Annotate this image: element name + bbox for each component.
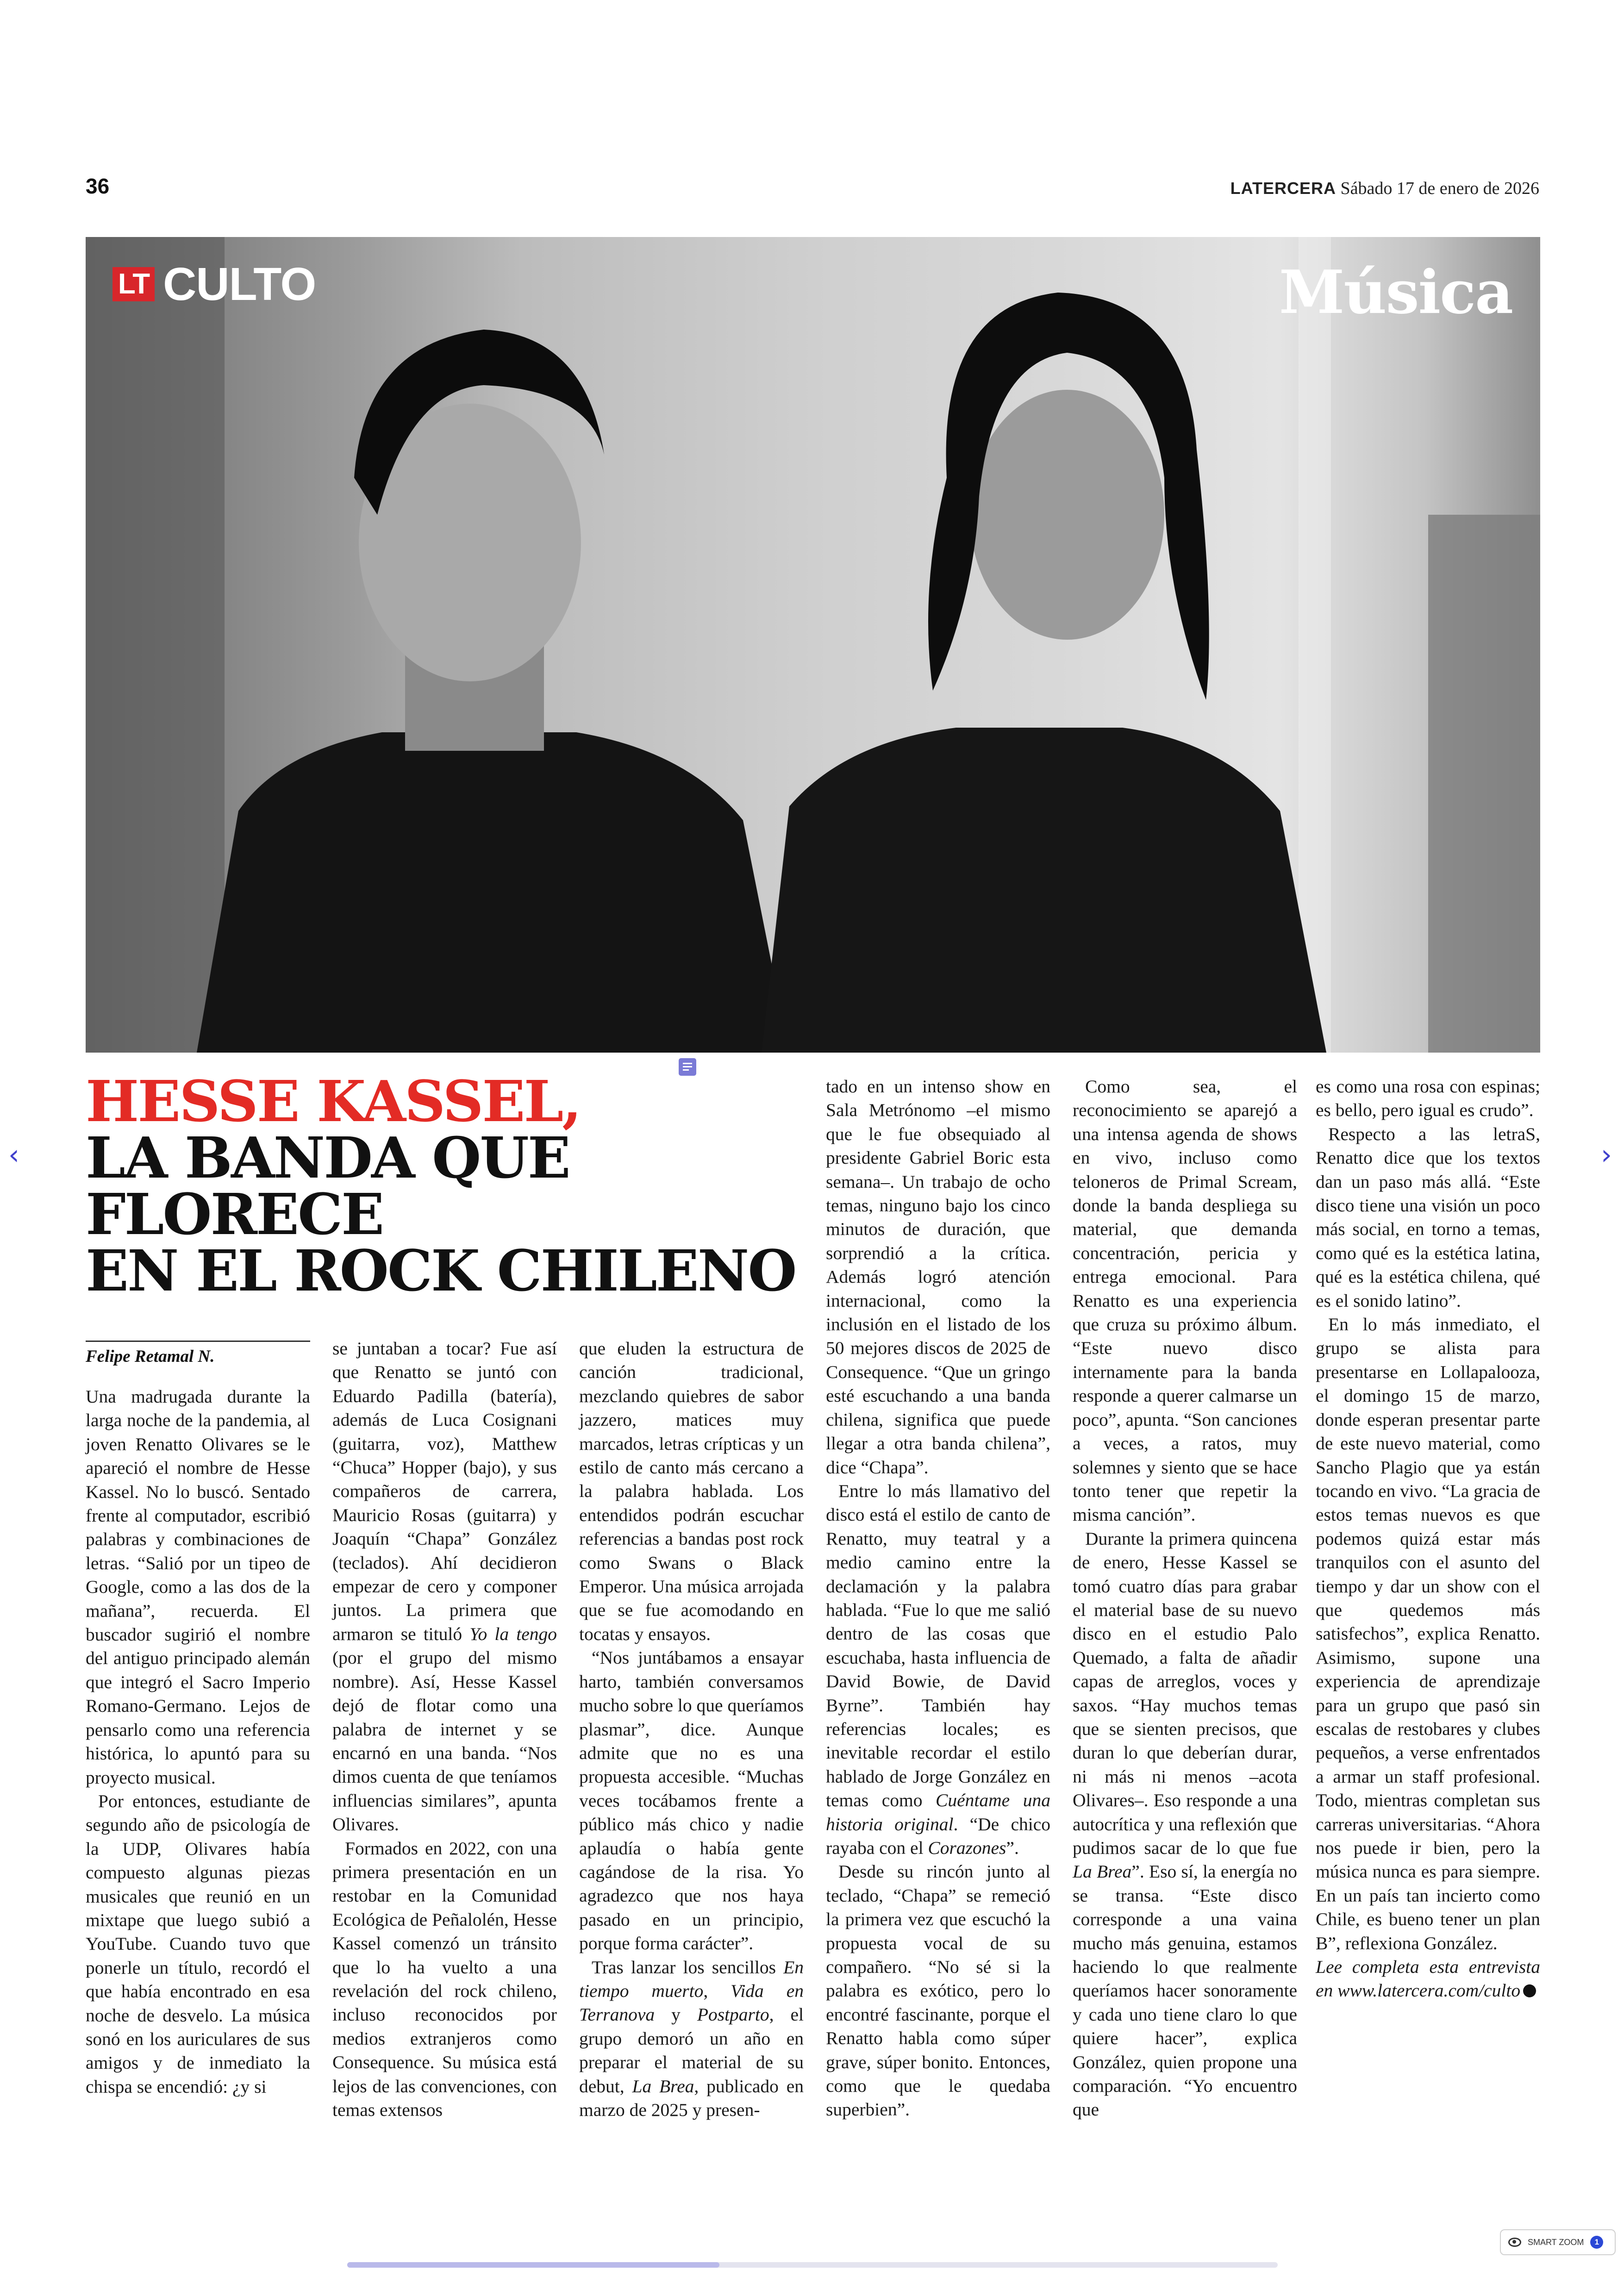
paragraph: es como una rosa con espinas; es bello, pero igual es crudo”. <box>1316 1076 1540 1121</box>
masthead-brand: LATERCERA <box>1230 179 1336 198</box>
band-photo-illustration <box>86 237 1540 1053</box>
eye-icon <box>1508 2238 1521 2247</box>
culto-logo-text: CULTO <box>163 258 316 310</box>
paragraph: Durante la primera quincena de enero, Hesse Kassel se tomó cuatro días para grabar el material base de su nuevo disco en el estudio Palo Quemado, a falta de añadir capas de arreglos, voces y saxos. “Hay muchos temas que se sienten precisos, que duran lo que deberían durar, ni más ni menos –acota Olivares–. Eso responde a una autocrítica y una reflexión que pudimos sacar de lo que fue La Brea”. Eso sí, la energía no se transa. “Este disco corresponde a una vaina mucho más genuina, estamos haciendo lo que realmente queríamos hacer sonoramente y cada uno tiene claro lo que quiere hacer”, explica González, quien propone una comparación. “Yo encuentro que <box>1073 1528 1297 2120</box>
lt-logo-box: LT <box>112 267 155 301</box>
paragraph: “Nos juntábamos a ensayar harto, también conversamos mucho sobre lo que queríamos plasmar”, dice. Aunque admite que no es una propuesta accesible. “Muchas veces tocábamos frente a público más chico y nadie aplaudía o había gente cagándose de la risa. Yo agradezco que nos haya pasado en un principio, porque forma carácter”. <box>579 1647 804 1954</box>
paragraph: se juntaban a tocar? Fue así que Renatto se juntó con Eduardo Padilla (batería), además de Luca Cosignani (guitarra, voz), Matthew “Chuca” Hopper (bajo), y sus compañeros de carrera, Mauricio Rosas (guitarra) y Joaquín “Chapa” González (teclados). Ahí decidieron empezar de cero y componer juntos. La primera que armaron se tituló Yo la tengo (por el grupo del mismo nombre). Así, Hesse Kassel dejó de flotar como una palabra de internet y se encarnó en una banda. “Nos dimos cuenta de que teníamos influencias similares”, apunta Olivares. <box>332 1338 557 1835</box>
masthead <box>1230 178 1539 199</box>
article-column-2 <box>332 1337 557 2122</box>
headline-line-2: LA BANDA QUE FLORECE <box>86 1124 569 1247</box>
paragraph: Como sea, el reconocimiento se aparejó a una intensa agenda de shows en vivo, incluso como teloneros de Primal Scream, donde la banda despliega su material, que demanda concentración, pericia y entrega emocional. Para Renatto es una experiencia que cruza su próximo álbum. “Este nuevo disco internamente para la banda responde a querer calmarse un poco”, apunta. “Son canciones a veces, a ratos, muy solemnes y siento que se hace tonto tener que repetir la misma canción”. <box>1073 1076 1297 1525</box>
reading-progress-fill <box>347 2262 719 2268</box>
byline: Felipe Retamal N. <box>86 1341 310 1366</box>
article-column-4 <box>826 1075 1050 2122</box>
masthead-date: Sábado 17 de enero de 2026 <box>1340 179 1539 198</box>
paragraph: Una madrugada durante la larga noche de la pandemia, al joven Renatto Olivares se le apareció el nombre de Hesse Kassel. No lo buscó. Sentado frente al computador, escribió palabras y combinaciones de letras. “Salió por un tipeo de Google, como a las dos de la mañana”, recuerda. El buscador sugirió el nombre del antiguo principado alemán que integró el Sacro Imperio Romano-Germano. Lejos de pensarlo como una referencia histórica, lo apuntó para su proyecto musical. <box>86 1386 310 1788</box>
paragraph: En lo más inmediato, el grupo se alista para presentarse en Lollapalooza, el domingo 15 de marzo, donde esperan presentar parte de este nuevo material, como Sancho Plagio que ya están tocando en vivo. “La gracia de estos temas nuevos es que podemos quizá estar más tranquilos con el asunto del tiempo y dar un show con el que quedemos más satisfechos”, explica Renatto. Asimismo, supone una experiencia de aprendizaje para un grupo que pasó sin escalas de restobares y clubes pequeños, a verse enfrentados a armar un staff profesional. Todo, mientras completan sus carreras universitarias. “Ahora nos puede ir bien, pero la música nunca es para siempre. En un país tan incierto como Chile, es bueno tener un plan B”, reflexiona González. <box>1316 1314 1540 1953</box>
song-title: Yo la tengo <box>469 1623 557 1644</box>
album-title: La Brea <box>1073 1861 1132 1882</box>
paragraph: Tras lanzar los sencillos En tiempo muerto, Vida en Terranova y Postparto, el grupo demoró un año en preparar el material de su debut, La Brea, publicado en marzo de 2025 y presen- <box>579 1957 804 2120</box>
paragraph: Formados en 2022, con una primera presentación en un restobar en la Comunidad Ecológica de Peñalolén, Hesse Kassel comenzó un tránsito que lo ha vuelto a una revelación del rock chileno, incluso reconocidos por medios extranjeros como Consequence. Su música está lejos de las convenciones, con temas extensos <box>332 1838 557 2120</box>
smart-zoom-label: SMART ZOOM <box>1528 2237 1584 2247</box>
paragraph: Respecto a las letraS, Renatto dice que los textos dan un paso más allá. “Este disco tiene una visión un poco más social, en torno a temas, como qué es la estética latina, qué es la estética chilena, qué es el sonido latino”. <box>1316 1123 1540 1311</box>
smart-zoom-button[interactable] <box>1500 2229 1616 2255</box>
paragraph: Desde su rincón junto al teclado, “Chapa” se remeció la primera vez que escuchó la propuesta vocal de su compañero. “No sé si la palabra es exótico, pero lo encontré fascinante, porque el Renatto habla como súper grave, súper bonito. Entonces, como que le quedaba superbien”. <box>826 1861 1050 2120</box>
next-page-arrow[interactable]: › <box>1601 1139 1612 1171</box>
band-photo <box>86 237 1540 1053</box>
paragraph: Entre lo más llamativo del disco está el estilo de canto de Renatto, muy teatral y a medio camino entre la declamación y la palabra hablada. “Fue lo que me salió dentro de las cosas que escuchaba, hasta influencia de David Bowie, de David Byrne”. También hay referencias locales; es inevitable recordar el estilo hablado de Jorge González en temas como Cuéntame una historia original. “De chico rayaba con el Corazones”. <box>826 1480 1050 1858</box>
previous-page-arrow[interactable]: ‹ <box>8 1139 19 1171</box>
article-column-5 <box>1073 1075 1297 2122</box>
headline-line-3: EN EL ROCK CHILENO <box>86 1237 796 1304</box>
song-title: Cuéntame una historia original <box>826 1790 1050 1834</box>
closing-note: Lee completa esta entrevista en www.latercera.com/culto <box>1316 1957 1540 2001</box>
song-title: En tiempo muerto <box>579 1957 804 2001</box>
end-mark-icon <box>1523 1984 1536 1997</box>
paragraph: tado en un intenso show en Sala Metrónomo –el mismo que le fue obsequiado al presidente Gabriel Boric esta semana–. Un trabajo de ocho temas, ninguno bajo los cinco minutos de duración, que sorprendió a la crítica. Además logró atención internacional, como la inclusión en el listado de los 50 mejores discos de 2025 de Consequence. “Que un gringo esté escuchando a una banda chilena, significa que puede llegar a otra banda chilena”, dice “Chapa”. <box>826 1076 1050 1478</box>
paragraph: que eluden la estructura de canción tradicional, mezclando quiebres de sabor jazzero, matices muy marcados, letras crípticas y un estilo de canto más cercano a la palabra hablada. Los entendidos podrán escuchar referencias a bandas post rock como Swans o Black Emperor. Una música arrojada que se fue acomodando en tocatas y ensayos. <box>579 1338 804 1644</box>
article-column-3 <box>579 1337 804 2122</box>
song-title: Postparto <box>697 2004 769 2025</box>
section-label: Música <box>1279 258 1512 327</box>
page-number: 36 <box>86 174 110 198</box>
song-title: Vida en Terranova <box>579 1980 804 2025</box>
article-column-1 <box>86 1385 310 2099</box>
headline <box>86 1068 808 1304</box>
culto-logo <box>112 258 316 310</box>
article-column-6 <box>1316 1075 1540 2003</box>
reading-progress-bar[interactable] <box>347 2262 1278 2268</box>
album-title: La Brea <box>632 2076 694 2096</box>
zoom-level-badge: 1 <box>1590 2236 1603 2249</box>
headline-line-1: HESSE KASSEL, <box>86 1068 581 1135</box>
album-title: Corazones <box>928 1838 1006 1858</box>
paragraph: Por entonces, estudiante de segundo año de psicología de la UDP, Olivares había compuesto algunas piezas musicales que reunió en un mixtape que luego subió a YouTube. Cuando tuvo que ponerle un título, recordó el que había encontrado en esa noche de desvelo. La música sonó en los auriculares de sus amigos y de inmediato la chispa se encendió: ¿y si <box>86 1790 310 2097</box>
